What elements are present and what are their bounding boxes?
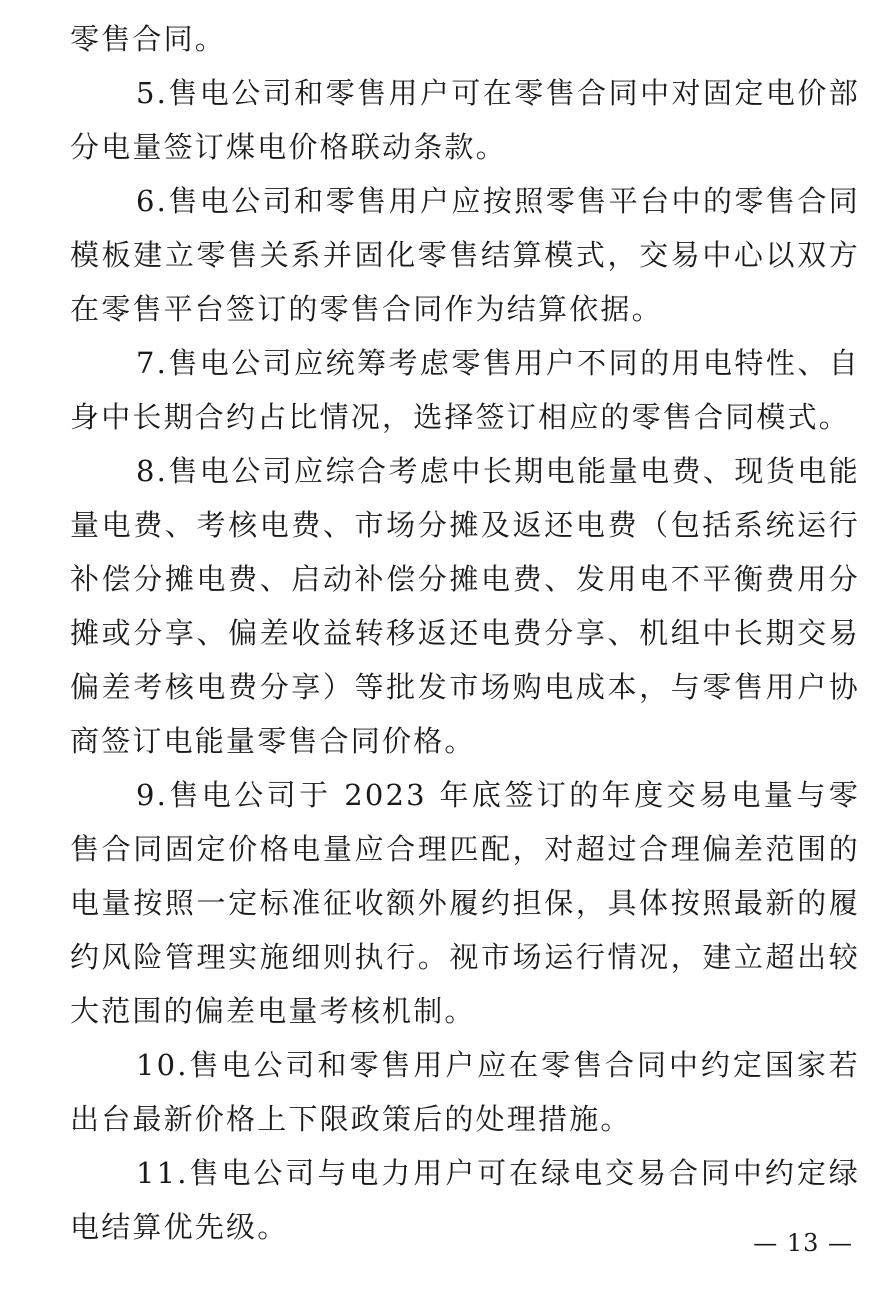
paragraph-item-6: 6.售电公司和零售用户应按照零售平台中的零售合同模板建立零售关系并固化零售结算模式，交易中心以双方在零售平台签订的零售合同作为结算依据。 (70, 184, 860, 326)
paragraph-item-8: 8.售电公司应综合考虑中长期电能量电费、现货电能量电费、考核电费、市场分摊及返还电费（包括系统运行补偿分摊电费、启动补偿分摊电费、发用电不平衡费用分摊或分享、偏差收益转移返还电费分享、机组中长期交易偏差考核电费分享）等批发市场购电成本，与零售用户协商签订电能量零售合同价格。 (70, 454, 860, 758)
document-body (70, 12, 860, 1254)
paragraph-item-11: 11.售电公司与电力用户可在绿电交易合同中约定绿电结算优先级。 (70, 1156, 860, 1244)
paragraph-continuation: 零售合同。 (70, 22, 227, 56)
paragraph-item-10: 10.售电公司和零售用户应在零售合同中约定国家若出台最新价格上下限政策后的处理措施。 (70, 1048, 860, 1136)
page-number: — 13 — (753, 1229, 853, 1257)
paragraph-item-7: 7.售电公司应统筹考虑零售用户不同的用电特性、自身中长期合约占比情况，选择签订相应的零售合同模式。 (70, 346, 860, 434)
paragraph-item-5: 5.售电公司和零售用户可在零售合同中对固定电价部分电量签订煤电价格联动条款。 (70, 76, 860, 164)
paragraph-item-9: 9.售电公司于 2023 年底签订的年度交易电量与零售合同固定价格电量应合理匹配，对超过合理偏差范围的电量按照一定标准征收额外履约担保，具体按照最新的履约风险管理实施细则执行。视市场运行情况，建立超出较大范围的偏差电量考核机制。 (70, 778, 860, 1028)
